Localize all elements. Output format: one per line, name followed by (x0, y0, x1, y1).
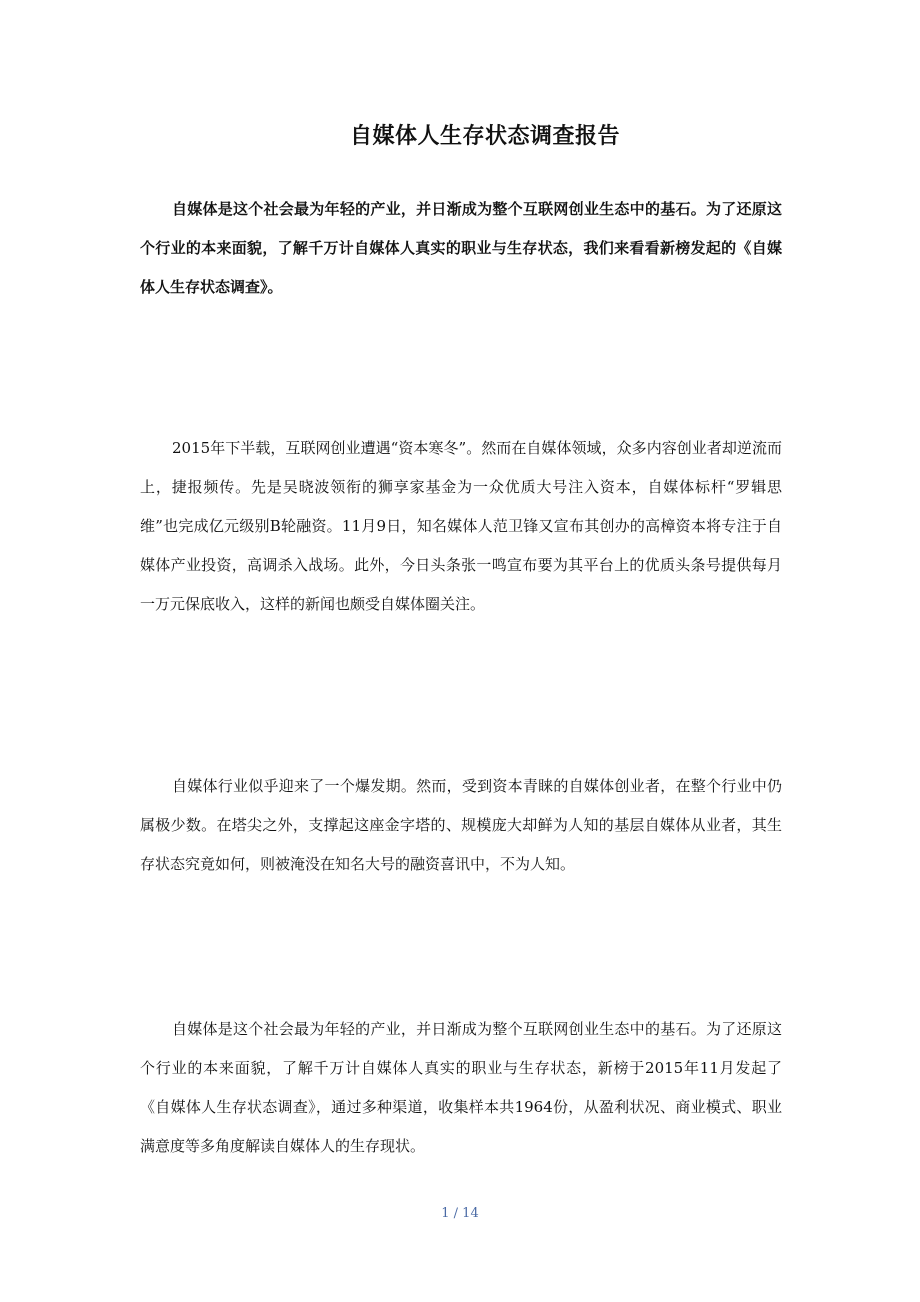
document-title: 自媒体人生存状态调查报告 (349, 124, 620, 149)
page-indicator: 1 / 14 (441, 1206, 479, 1221)
body-paragraph-2: 自媒体行业似乎迎来了一个爆发期。然而，受到资本青睐的自媒体创业者，在整个行业中仍属极少数。在塔尖之外，支撑起这座金字塔的、规模庞大却鲜为人知的基层自媒体从业者，其生存状态究竟如何，则被淹没在知名大号的融资喜讯中，不为人知。 (140, 777, 782, 873)
body-paragraph-1: 2015年下半载，互联网创业遭遇“资本寒冬”。然而在自媒体领域，众多内容创业者却逆流而上，捷报频传。先是吴晓波领衔的狮享家基金为一众优质大号注入资本，自媒体标杆“罗辑思维”也完成亿元级别B轮融资。11月9日，知名媒体人范卫锋又宣布其创办的高樟资本将专注于自媒体产业投资，高调杀入战场。此外，今日头条张一鸣宣布要为其平台上的优质头条号提供每月一万元保底收入，这样的新闻也颇受自媒体圈关注。 (140, 439, 782, 613)
body-paragraph-3: 自媒体是这个社会最为年轻的产业，并日渐成为整个互联网创业生态中的基石。为了还原这个行业的本来面貌，了解千万计自媒体人真实的职业与生存状态，新榜于2015年11月发起了《自媒体人生存状态调查》，通过多种渠道，收集样本共1964份，从盈利状况、商业模式、职业满意度等多角度解读自媒体人的生存现状。 (140, 1020, 782, 1155)
intro-paragraph: 自媒体是这个社会最为年轻的产业，并日渐成为整个互联网创业生态中的基石。为了还原这个行业的本来面貌，了解千万计自媒体人真实的职业与生存状态，我们来看看新榜发起的《自媒体人生存状态调查》。 (140, 200, 782, 296)
